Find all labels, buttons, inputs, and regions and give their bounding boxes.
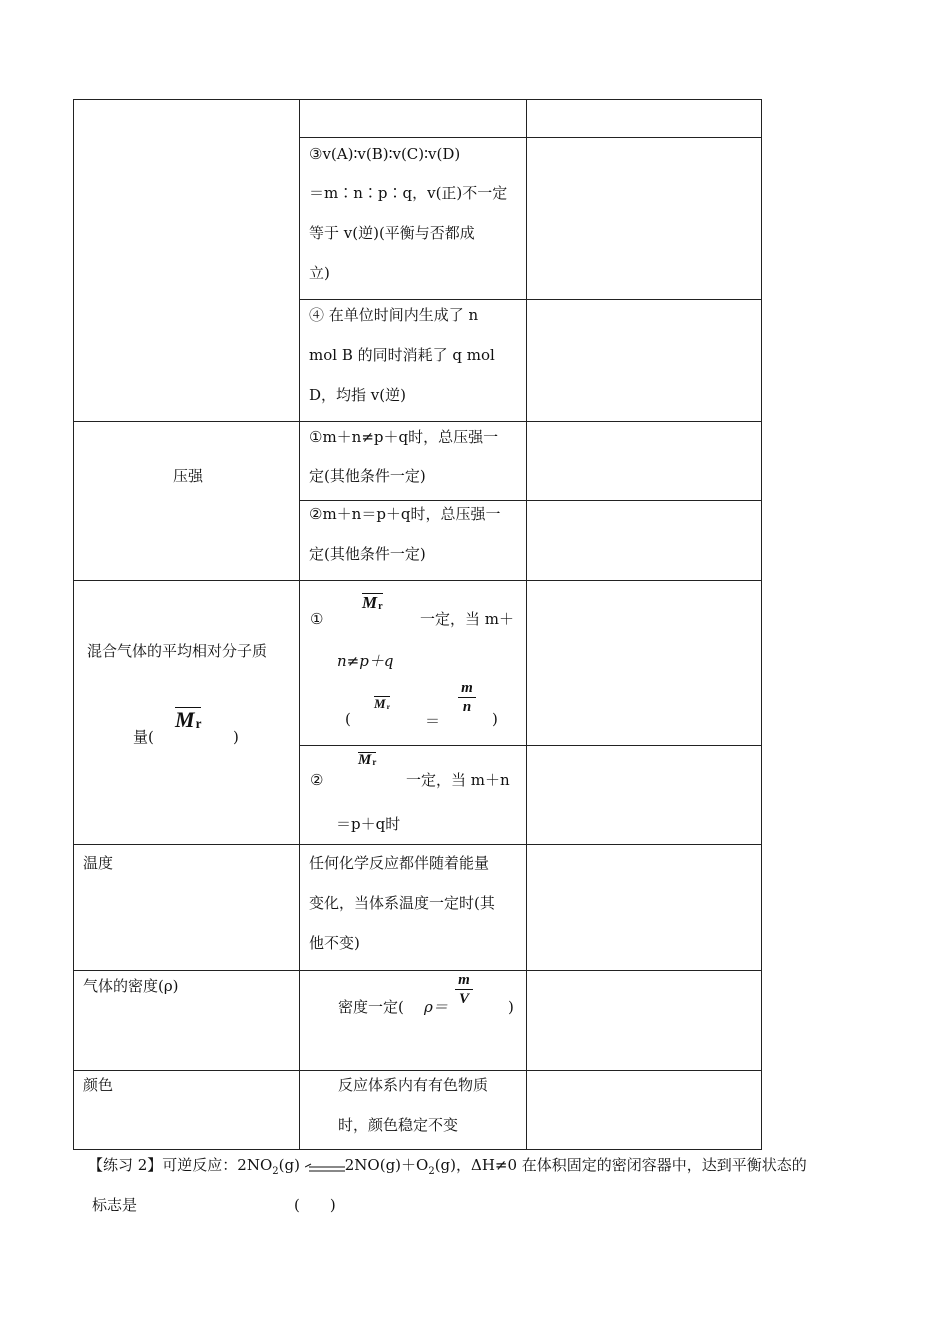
molar-mass-cond-1-text: 一定，当 m＋ bbox=[420, 610, 514, 628]
table-cell-density-label bbox=[73, 970, 300, 1071]
paren-open: ( bbox=[345, 710, 351, 728]
paren-close: ) bbox=[508, 998, 514, 1016]
table-cell-molar-mass-2 bbox=[299, 745, 527, 845]
molar-mass-cond-2-text: 一定，当 m＋n bbox=[406, 771, 510, 789]
exercise-line-2: 标志是 bbox=[92, 1196, 138, 1214]
table-cell bbox=[73, 99, 300, 422]
temperature-line: 任何化学反应都伴随着能量 bbox=[309, 854, 490, 872]
table-cell bbox=[526, 299, 762, 422]
rate-3-line: ＝m∶n∶p∶q，v(正)不一定 bbox=[309, 184, 508, 202]
table-cell-pressure-label bbox=[73, 421, 300, 581]
equilibrium-criteria-table bbox=[73, 99, 762, 1150]
color-label: 颜色 bbox=[83, 1076, 114, 1094]
exercise-rest: (g)，ΔH≠0 在体积固定的密闭容器中，达到平衡状态的 bbox=[434, 1156, 807, 1174]
mr-symbol: $M_r$ bbox=[374, 696, 391, 711]
subscript: 2 bbox=[428, 1166, 435, 1177]
exercise-question bbox=[88, 1155, 807, 1182]
molar-mass-cond-1-text: n≠p＋q bbox=[337, 652, 394, 670]
density-label: 气体的密度(ρ) bbox=[83, 977, 179, 995]
cond-number: ② bbox=[310, 771, 324, 789]
subscript: 2 bbox=[272, 1166, 279, 1177]
answer-blank: ( ) bbox=[294, 1196, 336, 1214]
table-cell bbox=[299, 99, 527, 138]
rate-3-line: ③v(A)∶v(B)∶v(C)∶v(D) bbox=[309, 145, 461, 163]
table-cell bbox=[526, 1070, 762, 1150]
pressure-cond-2: ②m＋n＝p＋q时，总压强一 bbox=[309, 505, 501, 523]
molar-mass-label-suffix: ) bbox=[233, 728, 239, 746]
table-cell-temperature-label bbox=[73, 844, 300, 971]
table-cell-molar-mass-label bbox=[73, 580, 300, 845]
mr-symbol: $M_r$ bbox=[362, 593, 383, 613]
fraction-denominator: V bbox=[458, 991, 469, 1007]
table-cell-color-label bbox=[73, 1070, 300, 1150]
table-cell bbox=[526, 970, 762, 1071]
table-cell bbox=[526, 421, 762, 501]
table-cell bbox=[526, 99, 762, 138]
reversible-arrow-icon bbox=[305, 1160, 345, 1172]
table-cell bbox=[526, 745, 762, 845]
table-cell-rate-3 bbox=[299, 137, 527, 300]
table-cell-temperature bbox=[299, 844, 527, 971]
cond-number: ① bbox=[310, 610, 324, 628]
table-cell bbox=[526, 580, 762, 746]
temperature-label: 温度 bbox=[83, 854, 114, 872]
rate-4-line: mol B 的同时消耗了 q mol bbox=[309, 346, 495, 364]
fraction-numerator: m bbox=[455, 971, 473, 990]
exercise-product: 2NO(g)＋O bbox=[344, 1156, 429, 1174]
color-line: 反应体系内有有色物质 bbox=[338, 1076, 489, 1094]
molar-mass-label: 混合气体的平均相对分子质 bbox=[87, 642, 268, 660]
reactant-phase: (g) bbox=[278, 1156, 300, 1174]
pressure-cond-1: ①m＋n≠p＋q时，总压强一 bbox=[309, 428, 499, 446]
fraction-numerator: m bbox=[458, 679, 476, 698]
mr-symbol: $M_r$ bbox=[358, 752, 377, 768]
density-rho: ρ＝ bbox=[424, 998, 448, 1016]
molar-mass-label-prefix: 量( bbox=[133, 728, 154, 746]
m-over-n-fraction bbox=[458, 679, 476, 716]
rate-4-line: D，均指 v(逆) bbox=[309, 386, 406, 404]
table-cell-pressure-1 bbox=[299, 421, 527, 501]
table-cell bbox=[526, 137, 762, 300]
table-cell-density bbox=[299, 970, 527, 1071]
rate-4-line: ④ 在单位时间内生成了 n bbox=[309, 306, 479, 324]
density-text: 密度一定( bbox=[338, 998, 404, 1016]
table-cell-molar-mass-1 bbox=[299, 580, 527, 746]
table-cell-color bbox=[299, 1070, 527, 1150]
table-cell-rate-4 bbox=[299, 299, 527, 422]
table-cell-pressure-2 bbox=[299, 500, 527, 581]
pressure-cond-1: 定(其他条件一定) bbox=[309, 467, 426, 485]
temperature-line: 变化，当体系温度一定时(其 bbox=[309, 894, 495, 912]
fraction-denominator: n bbox=[462, 699, 472, 715]
equals-sign: ＝ bbox=[425, 712, 441, 730]
table-cell bbox=[526, 844, 762, 971]
pressure-label: 压强 bbox=[173, 467, 204, 485]
temperature-line: 他不变) bbox=[309, 934, 360, 952]
m-over-v-fraction bbox=[455, 971, 473, 1008]
color-line: 时，颜色稳定不变 bbox=[338, 1116, 459, 1134]
pressure-cond-2: 定(其他条件一定) bbox=[309, 545, 426, 563]
rate-3-line: 等于 v(逆)(平衡与否都成 bbox=[309, 224, 475, 242]
exercise-prefix: 【练习 2】可逆反应：2NO bbox=[88, 1156, 273, 1174]
paren-close: ) bbox=[492, 710, 498, 728]
mr-symbol: $M_r$ bbox=[175, 707, 202, 732]
table-cell bbox=[526, 500, 762, 581]
rate-3-line: 立) bbox=[309, 264, 330, 282]
molar-mass-cond-2-text: ＝p＋q时 bbox=[336, 815, 401, 833]
